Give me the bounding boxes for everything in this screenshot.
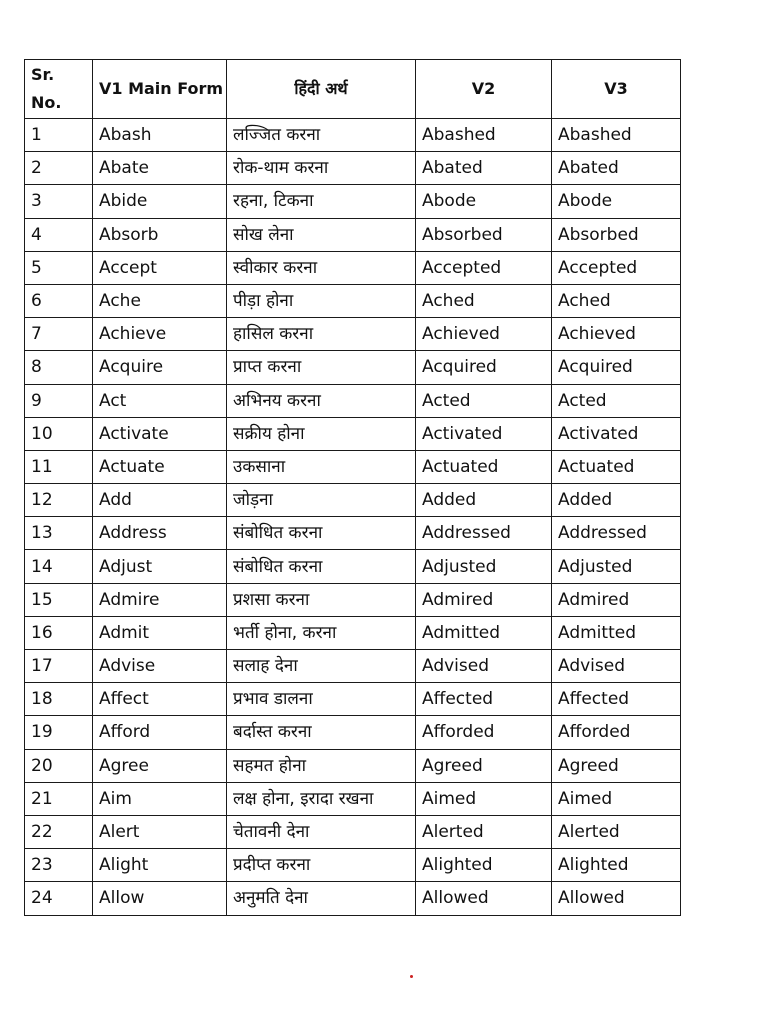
cell-sr-no: 3	[25, 185, 93, 218]
header-v1-main-form: V1 Main Form	[93, 60, 227, 119]
cell-hindi-meaning: सक्रीय होना	[227, 417, 416, 450]
cell-v1-main-form: Ache	[93, 284, 227, 317]
cell-hindi-meaning: प्रभाव डालना	[227, 683, 416, 716]
cell-v1-main-form: Address	[93, 517, 227, 550]
header-row	[25, 60, 681, 119]
cell-hindi-meaning: लज्जित करना	[227, 119, 416, 152]
cell-sr-no: 11	[25, 450, 93, 483]
table-row	[25, 650, 681, 683]
cell-v1-main-form: Affect	[93, 683, 227, 716]
cell-v1-main-form: Actuate	[93, 450, 227, 483]
cell-v2: Acquired	[416, 351, 552, 384]
cell-v2: Abated	[416, 152, 552, 185]
cell-sr-no: 12	[25, 484, 93, 517]
cell-sr-no: 23	[25, 849, 93, 882]
header-sr-no: Sr. No.	[25, 60, 93, 119]
cell-v1-main-form: Acquire	[93, 351, 227, 384]
cell-hindi-meaning: जोड़ना	[227, 484, 416, 517]
cell-hindi-meaning: स्वीकार करना	[227, 251, 416, 284]
cell-v1-main-form: Admit	[93, 616, 227, 649]
cell-sr-no: 20	[25, 749, 93, 782]
table-row	[25, 550, 681, 583]
cell-v3: Aimed	[552, 782, 681, 815]
cell-hindi-meaning: लक्ष होना, इरादा रखना	[227, 782, 416, 815]
cell-v3: Afforded	[552, 716, 681, 749]
page-margin	[694, 0, 768, 1024]
cell-v3: Added	[552, 484, 681, 517]
table-row	[25, 782, 681, 815]
cell-v3: Ached	[552, 284, 681, 317]
table-row	[25, 218, 681, 251]
cell-hindi-meaning: संबोधित करना	[227, 517, 416, 550]
table-row	[25, 152, 681, 185]
cell-v1-main-form: Agree	[93, 749, 227, 782]
cell-v1-main-form: Aim	[93, 782, 227, 815]
cell-sr-no: 7	[25, 318, 93, 351]
cell-hindi-meaning: चेतावनी देना	[227, 815, 416, 848]
cell-v1-main-form: Alight	[93, 849, 227, 882]
cell-v2: Ached	[416, 284, 552, 317]
table-row	[25, 284, 681, 317]
cell-v1-main-form: Advise	[93, 650, 227, 683]
cell-v3: Acted	[552, 384, 681, 417]
cell-sr-no: 4	[25, 218, 93, 251]
cell-v2: Advised	[416, 650, 552, 683]
table-row	[25, 251, 681, 284]
table-body	[25, 119, 681, 916]
header-v3: V3	[552, 60, 681, 119]
cell-sr-no: 13	[25, 517, 93, 550]
cell-v3: Achieved	[552, 318, 681, 351]
cell-v2: Admired	[416, 583, 552, 616]
header-hindi-meaning: हिंदी अर्थ	[227, 60, 416, 119]
cell-hindi-meaning: पीड़ा होना	[227, 284, 416, 317]
table-row	[25, 185, 681, 218]
cell-v2: Admitted	[416, 616, 552, 649]
cell-hindi-meaning: रोक-थाम करना	[227, 152, 416, 185]
cell-v1-main-form: Abide	[93, 185, 227, 218]
cell-v2: Agreed	[416, 749, 552, 782]
cell-sr-no: 10	[25, 417, 93, 450]
cell-v1-main-form: Abate	[93, 152, 227, 185]
table-row	[25, 119, 681, 152]
cell-hindi-meaning: प्रशसा करना	[227, 583, 416, 616]
table-row	[25, 716, 681, 749]
cell-sr-no: 18	[25, 683, 93, 716]
cell-v2: Affected	[416, 683, 552, 716]
cell-v3: Affected	[552, 683, 681, 716]
table-row	[25, 384, 681, 417]
cell-sr-no: 15	[25, 583, 93, 616]
cell-v3: Adjusted	[552, 550, 681, 583]
cell-hindi-meaning: प्रदीप्त करना	[227, 849, 416, 882]
cell-v3: Abode	[552, 185, 681, 218]
cell-v2: Activated	[416, 417, 552, 450]
table-row	[25, 815, 681, 848]
cell-sr-no: 2	[25, 152, 93, 185]
cell-hindi-meaning: सोख लेना	[227, 218, 416, 251]
cell-v1-main-form: Act	[93, 384, 227, 417]
table-row	[25, 683, 681, 716]
cell-v2: Absorbed	[416, 218, 552, 251]
cell-v2: Aimed	[416, 782, 552, 815]
cell-v1-main-form: Achieve	[93, 318, 227, 351]
cell-hindi-meaning: संबोधित करना	[227, 550, 416, 583]
cell-v2: Alerted	[416, 815, 552, 848]
cell-v1-main-form: Add	[93, 484, 227, 517]
cell-v2: Adjusted	[416, 550, 552, 583]
cell-v3: Admired	[552, 583, 681, 616]
cell-v2: Achieved	[416, 318, 552, 351]
table-row	[25, 517, 681, 550]
cell-v1-main-form: Accept	[93, 251, 227, 284]
cell-v3: Acquired	[552, 351, 681, 384]
cell-hindi-meaning: हासिल करना	[227, 318, 416, 351]
cell-v3: Abated	[552, 152, 681, 185]
cell-v3: Actuated	[552, 450, 681, 483]
cell-v2: Abashed	[416, 119, 552, 152]
cell-sr-no: 24	[25, 882, 93, 915]
header-v2: V2	[416, 60, 552, 119]
cell-sr-no: 16	[25, 616, 93, 649]
cell-sr-no: 1	[25, 119, 93, 152]
cell-sr-no: 6	[25, 284, 93, 317]
cell-sr-no: 9	[25, 384, 93, 417]
table-row	[25, 583, 681, 616]
cell-v1-main-form: Absorb	[93, 218, 227, 251]
cell-hindi-meaning: अनुमति देना	[227, 882, 416, 915]
cell-hindi-meaning: सलाह देना	[227, 650, 416, 683]
cell-v2: Allowed	[416, 882, 552, 915]
cell-v3: Abashed	[552, 119, 681, 152]
cell-sr-no: 19	[25, 716, 93, 749]
table-row	[25, 484, 681, 517]
table-row	[25, 417, 681, 450]
table-row	[25, 450, 681, 483]
verb-forms-table	[24, 59, 681, 916]
cell-v1-main-form: Allow	[93, 882, 227, 915]
cell-v3: Addressed	[552, 517, 681, 550]
cell-hindi-meaning: बर्दास्त करना	[227, 716, 416, 749]
cell-v3: Agreed	[552, 749, 681, 782]
cell-hindi-meaning: उकसाना	[227, 450, 416, 483]
cell-hindi-meaning: सहमत होना	[227, 749, 416, 782]
cell-v2: Alighted	[416, 849, 552, 882]
cell-sr-no: 8	[25, 351, 93, 384]
cell-v1-main-form: Activate	[93, 417, 227, 450]
cell-v3: Alighted	[552, 849, 681, 882]
table-header	[25, 60, 681, 119]
cell-v2: Acted	[416, 384, 552, 417]
table-row	[25, 849, 681, 882]
table-row	[25, 882, 681, 915]
table-row	[25, 318, 681, 351]
cell-v2: Actuated	[416, 450, 552, 483]
cell-v1-main-form: Abash	[93, 119, 227, 152]
cell-v3: Allowed	[552, 882, 681, 915]
cell-v3: Advised	[552, 650, 681, 683]
cell-v3: Absorbed	[552, 218, 681, 251]
cell-v3: Activated	[552, 417, 681, 450]
table-row	[25, 351, 681, 384]
cell-v2: Added	[416, 484, 552, 517]
cell-v1-main-form: Adjust	[93, 550, 227, 583]
cell-sr-no: 22	[25, 815, 93, 848]
red-dot-mark	[410, 975, 413, 978]
cell-v2: Abode	[416, 185, 552, 218]
cell-v2: Addressed	[416, 517, 552, 550]
cell-v1-main-form: Afford	[93, 716, 227, 749]
cell-hindi-meaning: अभिनय करना	[227, 384, 416, 417]
cell-hindi-meaning: रहना, टिकना	[227, 185, 416, 218]
cell-v3: Alerted	[552, 815, 681, 848]
cell-v2: Accepted	[416, 251, 552, 284]
cell-v1-main-form: Admire	[93, 583, 227, 616]
table-row	[25, 749, 681, 782]
cell-hindi-meaning: प्राप्त करना	[227, 351, 416, 384]
cell-hindi-meaning: भर्ती होना, करना	[227, 616, 416, 649]
cell-sr-no: 17	[25, 650, 93, 683]
cell-v2: Afforded	[416, 716, 552, 749]
cell-sr-no: 14	[25, 550, 93, 583]
cell-v3: Accepted	[552, 251, 681, 284]
cell-sr-no: 21	[25, 782, 93, 815]
cell-v3: Admitted	[552, 616, 681, 649]
cell-sr-no: 5	[25, 251, 93, 284]
table-row	[25, 616, 681, 649]
cell-v1-main-form: Alert	[93, 815, 227, 848]
